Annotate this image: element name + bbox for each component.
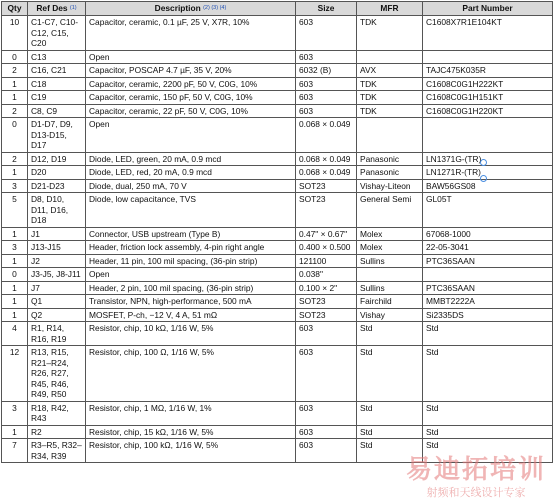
qty-cell: 1 (2, 281, 28, 295)
mfr-cell: Panasonic (357, 166, 423, 180)
qty-cell: 4 (2, 322, 28, 346)
ref-des-cell: D8, D10, D11, D16, D18 (28, 193, 86, 228)
ref-des-cell: Q1 (28, 295, 86, 309)
footnote-ref: (1) (69, 5, 77, 11)
mfr-cell: Vishay-Liteon (357, 179, 423, 193)
mfr-cell (357, 268, 423, 282)
mfr-cell: TDK (357, 104, 423, 118)
mfr-cell: Vishay (357, 308, 423, 322)
ref-des-cell: C1-C7, C10-C12, C15, C20 (28, 16, 86, 51)
qty-cell: 5 (2, 193, 28, 228)
description-cell: Resistor, chip, 15 kΩ, 1/16 W, 5% (86, 425, 296, 439)
mfr-cell: Panasonic (357, 152, 423, 166)
mfr-cell (357, 50, 423, 64)
part-number-cell (423, 118, 553, 153)
footnote-desc: (2) (3) (4) (203, 5, 227, 11)
size-cell: 603 (296, 401, 357, 425)
part-number-cell: Std (423, 425, 553, 439)
mfr-cell: Molex (357, 227, 423, 241)
part-number-cell: Std (423, 401, 553, 425)
part-number-cell: Std (423, 322, 553, 346)
qty-cell: 2 (2, 64, 28, 78)
description-cell: Resistor, chip, 100 Ω, 1/16 W, 5% (86, 346, 296, 402)
description-cell: Capacitor, ceramic, 22 pF, 50 V, C0G, 10% (86, 104, 296, 118)
description-cell: Capacitor, POSCAP 4.7 µF, 35 V, 20% (86, 64, 296, 78)
mfr-cell: TDK (357, 91, 423, 105)
part-number-cell: C1608X7R1E104KT (423, 16, 553, 51)
part-number-cell: LN1271R-(TR) (423, 166, 553, 180)
table-row (2, 281, 553, 295)
qty-cell: 1 (2, 425, 28, 439)
ref-des-cell: J1 (28, 227, 86, 241)
qty-cell: 0 (2, 50, 28, 64)
mfr-cell: Sullins (357, 281, 423, 295)
ref-des-cell: C8, C9 (28, 104, 86, 118)
qty-cell: 1 (2, 91, 28, 105)
part-number-cell: PTC36SAAN (423, 281, 553, 295)
description-cell: Resistor, chip, 1 MΩ, 1/16 W, 1% (86, 401, 296, 425)
watermark-subtitle: 射频和天线设计专家 (426, 486, 526, 499)
description-cell: Resistor, chip, 100 kΩ, 1/16 W, 5% (86, 439, 296, 463)
ref-des-cell: R1, R14, R16, R19 (28, 322, 86, 346)
size-cell: 603 (296, 91, 357, 105)
link-marker-icon (480, 175, 487, 182)
table-row (2, 179, 553, 193)
size-cell: SOT23 (296, 193, 357, 228)
table-row (2, 322, 553, 346)
description-cell: Header, 2 pin, 100 mil spacing, (36-pin strip) (86, 281, 296, 295)
ref-des-cell: J2 (28, 254, 86, 268)
mfr-cell: Molex (357, 241, 423, 255)
mfr-cell: Std (357, 439, 423, 463)
part-number-cell: C1608C0G1H220KT (423, 104, 553, 118)
description-cell: Open (86, 268, 296, 282)
ref-des-cell: D12, D19 (28, 152, 86, 166)
size-cell: 0.068 × 0.049 (296, 166, 357, 180)
header-ref-des: Ref Des $^{(1)}$ (28, 2, 86, 16)
qty-cell: 12 (2, 346, 28, 402)
ref-des-cell: J3-J5, J8-J11 (28, 268, 86, 282)
qty-cell: 0 (2, 118, 28, 153)
watermark (401, 456, 551, 502)
size-cell: 0.068 × 0.049 (296, 152, 357, 166)
ref-des-cell: Q2 (28, 308, 86, 322)
mfr-cell: Std (357, 425, 423, 439)
size-cell: 603 (296, 425, 357, 439)
table-row (2, 50, 553, 64)
qty-cell: 1 (2, 227, 28, 241)
part-number-cell: Std (423, 439, 553, 463)
size-cell: 0.400 × 0.500 (296, 241, 357, 255)
part-number-cell: Std (423, 346, 553, 402)
bom-table (1, 1, 553, 463)
ref-des-cell: R13, R15, R21–R24, R26, R27, R45, R46, R49, R50 (28, 346, 86, 402)
table-row (2, 193, 553, 228)
qty-cell: 7 (2, 439, 28, 463)
size-cell: 0.038" (296, 268, 357, 282)
qty-cell: 1 (2, 166, 28, 180)
qty-cell: 1 (2, 308, 28, 322)
mfr-cell: AVX (357, 64, 423, 78)
qty-cell: 2 (2, 152, 28, 166)
description-cell: Capacitor, ceramic, 150 pF, 50 V, C0G, 10% (86, 91, 296, 105)
ref-des-cell: R2 (28, 425, 86, 439)
table-row (2, 77, 553, 91)
header-part-number: Part Number (423, 2, 553, 16)
part-number-cell: BAW56GS08 (423, 179, 553, 193)
mfr-cell: TDK (357, 77, 423, 91)
size-cell: SOT23 (296, 295, 357, 309)
ref-des-cell: D20 (28, 166, 86, 180)
description-cell: Header, friction lock assembly, 4-pin right angle (86, 241, 296, 255)
table-row (2, 295, 553, 309)
header-mfr: MFR (357, 2, 423, 16)
ref-des-cell: C19 (28, 91, 86, 105)
table-row (2, 241, 553, 255)
table-row (2, 64, 553, 78)
ref-des-cell: J13-J15 (28, 241, 86, 255)
part-number-cell: TAJC475K035R (423, 64, 553, 78)
part-number-cell: 22-05-3041 (423, 241, 553, 255)
ref-des-cell: C18 (28, 77, 86, 91)
table-row (2, 268, 553, 282)
size-cell: 603 (296, 77, 357, 91)
description-cell: Diode, LED, green, 20 mA, 0.9 mcd (86, 152, 296, 166)
description-cell: Capacitor, ceramic, 2200 pF, 50 V, C0G, 10% (86, 77, 296, 91)
table-row (2, 166, 553, 180)
qty-cell: 3 (2, 179, 28, 193)
part-number-cell: Si2335DS (423, 308, 553, 322)
description-cell: Header, 11 pin, 100 mil spacing, (36-pin strip) (86, 254, 296, 268)
mfr-cell: Std (357, 322, 423, 346)
ref-des-cell: D1-D7, D9, D13-D15, D17 (28, 118, 86, 153)
ref-des-cell: D21-D23 (28, 179, 86, 193)
table-row (2, 308, 553, 322)
header-qty: Qty (2, 2, 28, 16)
part-number-cell: C1608C0G1H151KT (423, 91, 553, 105)
table-row (2, 401, 553, 425)
description-cell: Resistor, chip, 10 kΩ, 1/16 W, 5% (86, 322, 296, 346)
header-description: Description $^{(2) (3) (4)}$ (86, 2, 296, 16)
part-number-cell (423, 50, 553, 64)
size-cell: 0.100 × 2" (296, 281, 357, 295)
size-cell: 603 (296, 346, 357, 402)
part-number-cell: GL05T (423, 193, 553, 228)
mfr-cell (357, 118, 423, 153)
qty-cell: 0 (2, 268, 28, 282)
qty-cell: 1 (2, 254, 28, 268)
size-cell: 0.47" × 0.67" (296, 227, 357, 241)
ref-des-cell: C13 (28, 50, 86, 64)
qty-cell: 1 (2, 295, 28, 309)
part-number-cell: 67068-1000 (423, 227, 553, 241)
table-row (2, 104, 553, 118)
table-row (2, 227, 553, 241)
ref-des-cell: C16, C21 (28, 64, 86, 78)
ref-des-cell: R18, R42, R43 (28, 401, 86, 425)
table-row (2, 16, 553, 51)
description-cell: Diode, LED, red, 20 mA, 0.9 mcd (86, 166, 296, 180)
qty-cell: 1 (2, 77, 28, 91)
size-cell: 603 (296, 104, 357, 118)
size-cell: SOT23 (296, 179, 357, 193)
description-cell: Capacitor, ceramic, 0.1 µF, 25 V, X7R, 10% (86, 16, 296, 51)
mfr-cell: TDK (357, 16, 423, 51)
size-cell: 603 (296, 16, 357, 51)
description-cell: Open (86, 50, 296, 64)
qty-cell: 10 (2, 16, 28, 51)
size-cell: 6032 (B) (296, 64, 357, 78)
mfr-cell: Std (357, 346, 423, 402)
description-cell: Transistor, NPN, high-performance, 500 mA (86, 295, 296, 309)
table-row (2, 152, 553, 166)
header-size: Size (296, 2, 357, 16)
size-cell: 603 (296, 50, 357, 64)
link-marker-icon (480, 159, 487, 166)
qty-cell: 2 (2, 104, 28, 118)
part-number-cell (423, 268, 553, 282)
qty-cell: 3 (2, 241, 28, 255)
size-cell: 121100 (296, 254, 357, 268)
part-number-cell: LN1371G-(TR) (423, 152, 553, 166)
table-row (2, 118, 553, 153)
description-cell: MOSFET, P-ch, −12 V, 4 A, 51 mΩ (86, 308, 296, 322)
description-cell: Diode, dual, 250 mA, 70 V (86, 179, 296, 193)
size-cell: 0.068 × 0.049 (296, 118, 357, 153)
part-number-cell: PTC36SAAN (423, 254, 553, 268)
qty-cell: 3 (2, 401, 28, 425)
watermark-title: 易迪拓培训 (405, 455, 546, 485)
ref-des-cell: R3–R5, R32–R34, R39 (28, 439, 86, 463)
description-cell: Diode, low capacitance, TVS (86, 193, 296, 228)
header-row (2, 2, 553, 16)
description-cell: Open (86, 118, 296, 153)
part-number-cell: MMBT2222A (423, 295, 553, 309)
table-row (2, 425, 553, 439)
mfr-cell: Fairchild (357, 295, 423, 309)
part-number-cell: C1608C0G1H222KT (423, 77, 553, 91)
ref-des-cell: J7 (28, 281, 86, 295)
table-row (2, 346, 553, 402)
mfr-cell: General Semi (357, 193, 423, 228)
size-cell: 603 (296, 439, 357, 463)
table-row (2, 254, 553, 268)
mfr-cell: Std (357, 401, 423, 425)
size-cell: 603 (296, 322, 357, 346)
mfr-cell: Sullins (357, 254, 423, 268)
table-row (2, 91, 553, 105)
description-cell: Connector, USB upstream (Type B) (86, 227, 296, 241)
size-cell: SOT23 (296, 308, 357, 322)
